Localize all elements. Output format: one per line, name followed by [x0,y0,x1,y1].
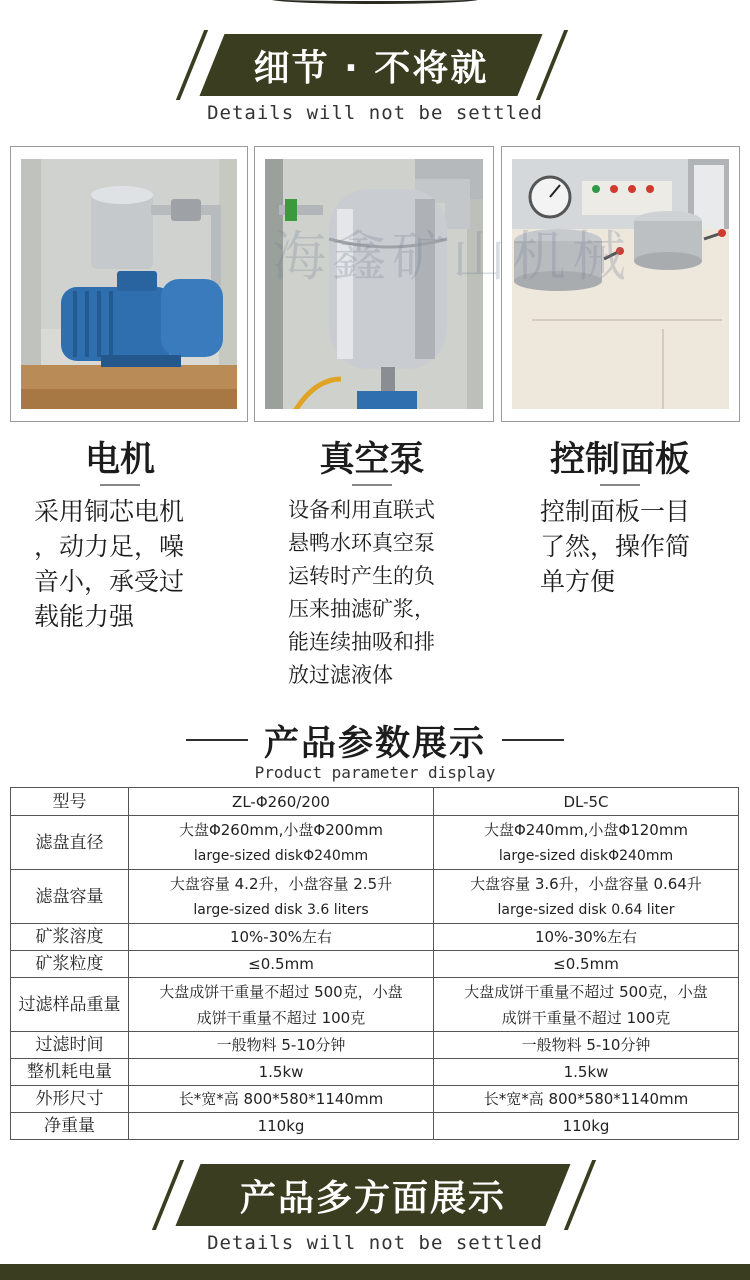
details-banner-title: 细节 · 不将就 [253,47,489,89]
param-value-line: 长*宽*高 800*580*1140mm [483,1090,689,1108]
feature-desc-line: 能连续抽吸和排 [288,630,435,654]
feature-desc-line: 设备利用直联式 [288,498,435,522]
table-row [11,788,739,816]
param-value-line: 1.5kw [258,1063,304,1081]
feature-desc-motor [34,494,234,634]
feature-desc-line: 压来抽滤矿浆， [288,597,435,621]
param-value-dl [434,978,739,1032]
param-value-dl [434,1086,739,1113]
param-value-dl [434,788,739,816]
top-divider [0,0,750,8]
param-label: 矿浆粒度 [11,951,129,978]
param-value-line: 1.5kw [563,1063,609,1081]
param-value-zl [129,870,434,924]
param-value-zl [129,924,434,951]
feature-desc-line: 悬鸭水环真空泵 [288,531,435,555]
param-value-zl [129,1032,434,1059]
param-value-line: 10%-30%左右 [229,928,333,946]
param-value-line: large-sized disk 0.64 liter [497,901,675,918]
param-value-line: large-sized diskΦ240mm [193,847,369,864]
table-row [11,870,739,924]
table-row [11,1059,739,1086]
vacuum-pump-photo [254,146,494,422]
param-value-zl [129,951,434,978]
feature-title-control-panel: 控制面板 [549,440,690,480]
control-panel-photo [501,146,740,422]
multi-angle-banner [188,1164,558,1226]
param-value-line: 大盘Φ240mm,小盘Φ120mm [483,820,689,839]
param-value-line: ≤0.5mm [553,955,619,973]
param-value-dl [434,1113,739,1140]
param-value-line: 一般物料 5-10分钟 [216,1036,346,1054]
feature-desc-line: 放过滤液体 [288,663,393,687]
param-label: 滤盘直径 [11,816,129,870]
param-value-line: 10%-30%左右 [534,928,638,946]
param-value-dl [434,951,739,978]
feature-desc-control-panel [540,494,740,599]
param-value-zl [129,1059,434,1086]
param-value-zl [129,788,434,816]
feature-underline-vacuum-pump [352,484,392,486]
param-value-line: 大盘成饼干重量不超过 500克，小盘 [464,982,708,1001]
feature-desc-line: 载能力强 [34,602,135,631]
param-value-line: 成饼干重量不超过 100克 [501,1008,671,1027]
table-row [11,816,739,870]
param-value-line: 大盘容量 3.6升，小盘容量 0.64升 [470,874,702,893]
feature-desc-line: 了然，操作简 [540,532,691,561]
watermark-text: 海鑫矿山机械 [272,225,632,288]
feature-desc-line: ，动力足，噪 [34,532,185,561]
param-value-dl [434,1032,739,1059]
params-heading-title: 产品参数展示 [263,724,486,764]
param-value-dl [434,816,739,870]
feature-title-vacuum-pump: 真空泵 [319,440,425,480]
params-table [10,787,739,1140]
param-value-line: large-sized disk 3.6 liters [193,901,369,918]
param-value-line: ≤0.5mm [248,955,314,973]
param-value-line: 一般物料 5-10分钟 [521,1036,651,1054]
motor-photo [10,146,248,422]
feature-underline-motor [100,484,140,486]
param-label: 矿浆溶度 [11,924,129,951]
feature-desc-vacuum-pump [288,494,488,692]
feature-desc-line: 控制面板一目 [540,497,691,526]
param-value-dl [434,870,739,924]
param-label: 滤盘容量 [11,870,129,924]
param-value-line: large-sized diskΦ240mm [498,847,674,864]
multi-angle-subtitle: Details will not be settled [207,1232,543,1254]
table-row [11,1032,739,1059]
multi-angle-banner-title: 产品多方面展示 [239,1177,506,1219]
params-heading [0,712,750,762]
bottom-bar [0,1264,750,1280]
feature-desc-line: 运转时产生的负 [288,564,435,588]
param-value-line: 大盘Φ260mm,小盘Φ200mm [178,820,384,839]
param-label: 整机耗电量 [11,1059,129,1086]
feature-desc-line: 音小，承受过 [34,567,185,596]
param-value-line: DL-5C [563,792,609,811]
param-label: 净重量 [11,1113,129,1140]
param-value-dl [434,1059,739,1086]
param-label: 过滤时间 [11,1032,129,1059]
feature-underline-control-panel [600,484,640,486]
param-value-line: 成饼干重量不超过 100克 [196,1008,366,1027]
param-value-zl [129,816,434,870]
param-value-zl [129,1086,434,1113]
details-banner [212,34,530,96]
param-value-line: 长*宽*高 800*580*1140mm [178,1090,384,1108]
table-row [11,1086,739,1113]
param-label: 外形尺寸 [11,1086,129,1113]
param-value-line: 大盘容量 4.2升，小盘容量 2.5升 [169,874,393,893]
param-value-line: 110kg [562,1117,610,1135]
param-value-line: ZL-Φ260/200 [232,792,330,811]
param-value-dl [434,924,739,951]
param-label: 型号 [11,788,129,816]
param-value-line: 大盘成饼干重量不超过 500克，小盘 [159,982,403,1001]
table-row [11,951,739,978]
feature-title-motor: 电机 [84,440,155,480]
table-row [11,978,739,1032]
table-row [11,1113,739,1140]
table-row [11,924,739,951]
param-label: 过滤样品重量 [11,978,129,1032]
param-value-zl [129,1113,434,1140]
details-subtitle: Details will not be settled [207,102,543,124]
params-subtitle: Product parameter display [254,763,496,782]
feature-desc-line: 采用铜芯电机 [34,497,185,526]
param-value-line: 110kg [257,1117,305,1135]
param-value-zl [129,978,434,1032]
feature-desc-line: 单方便 [540,567,616,596]
